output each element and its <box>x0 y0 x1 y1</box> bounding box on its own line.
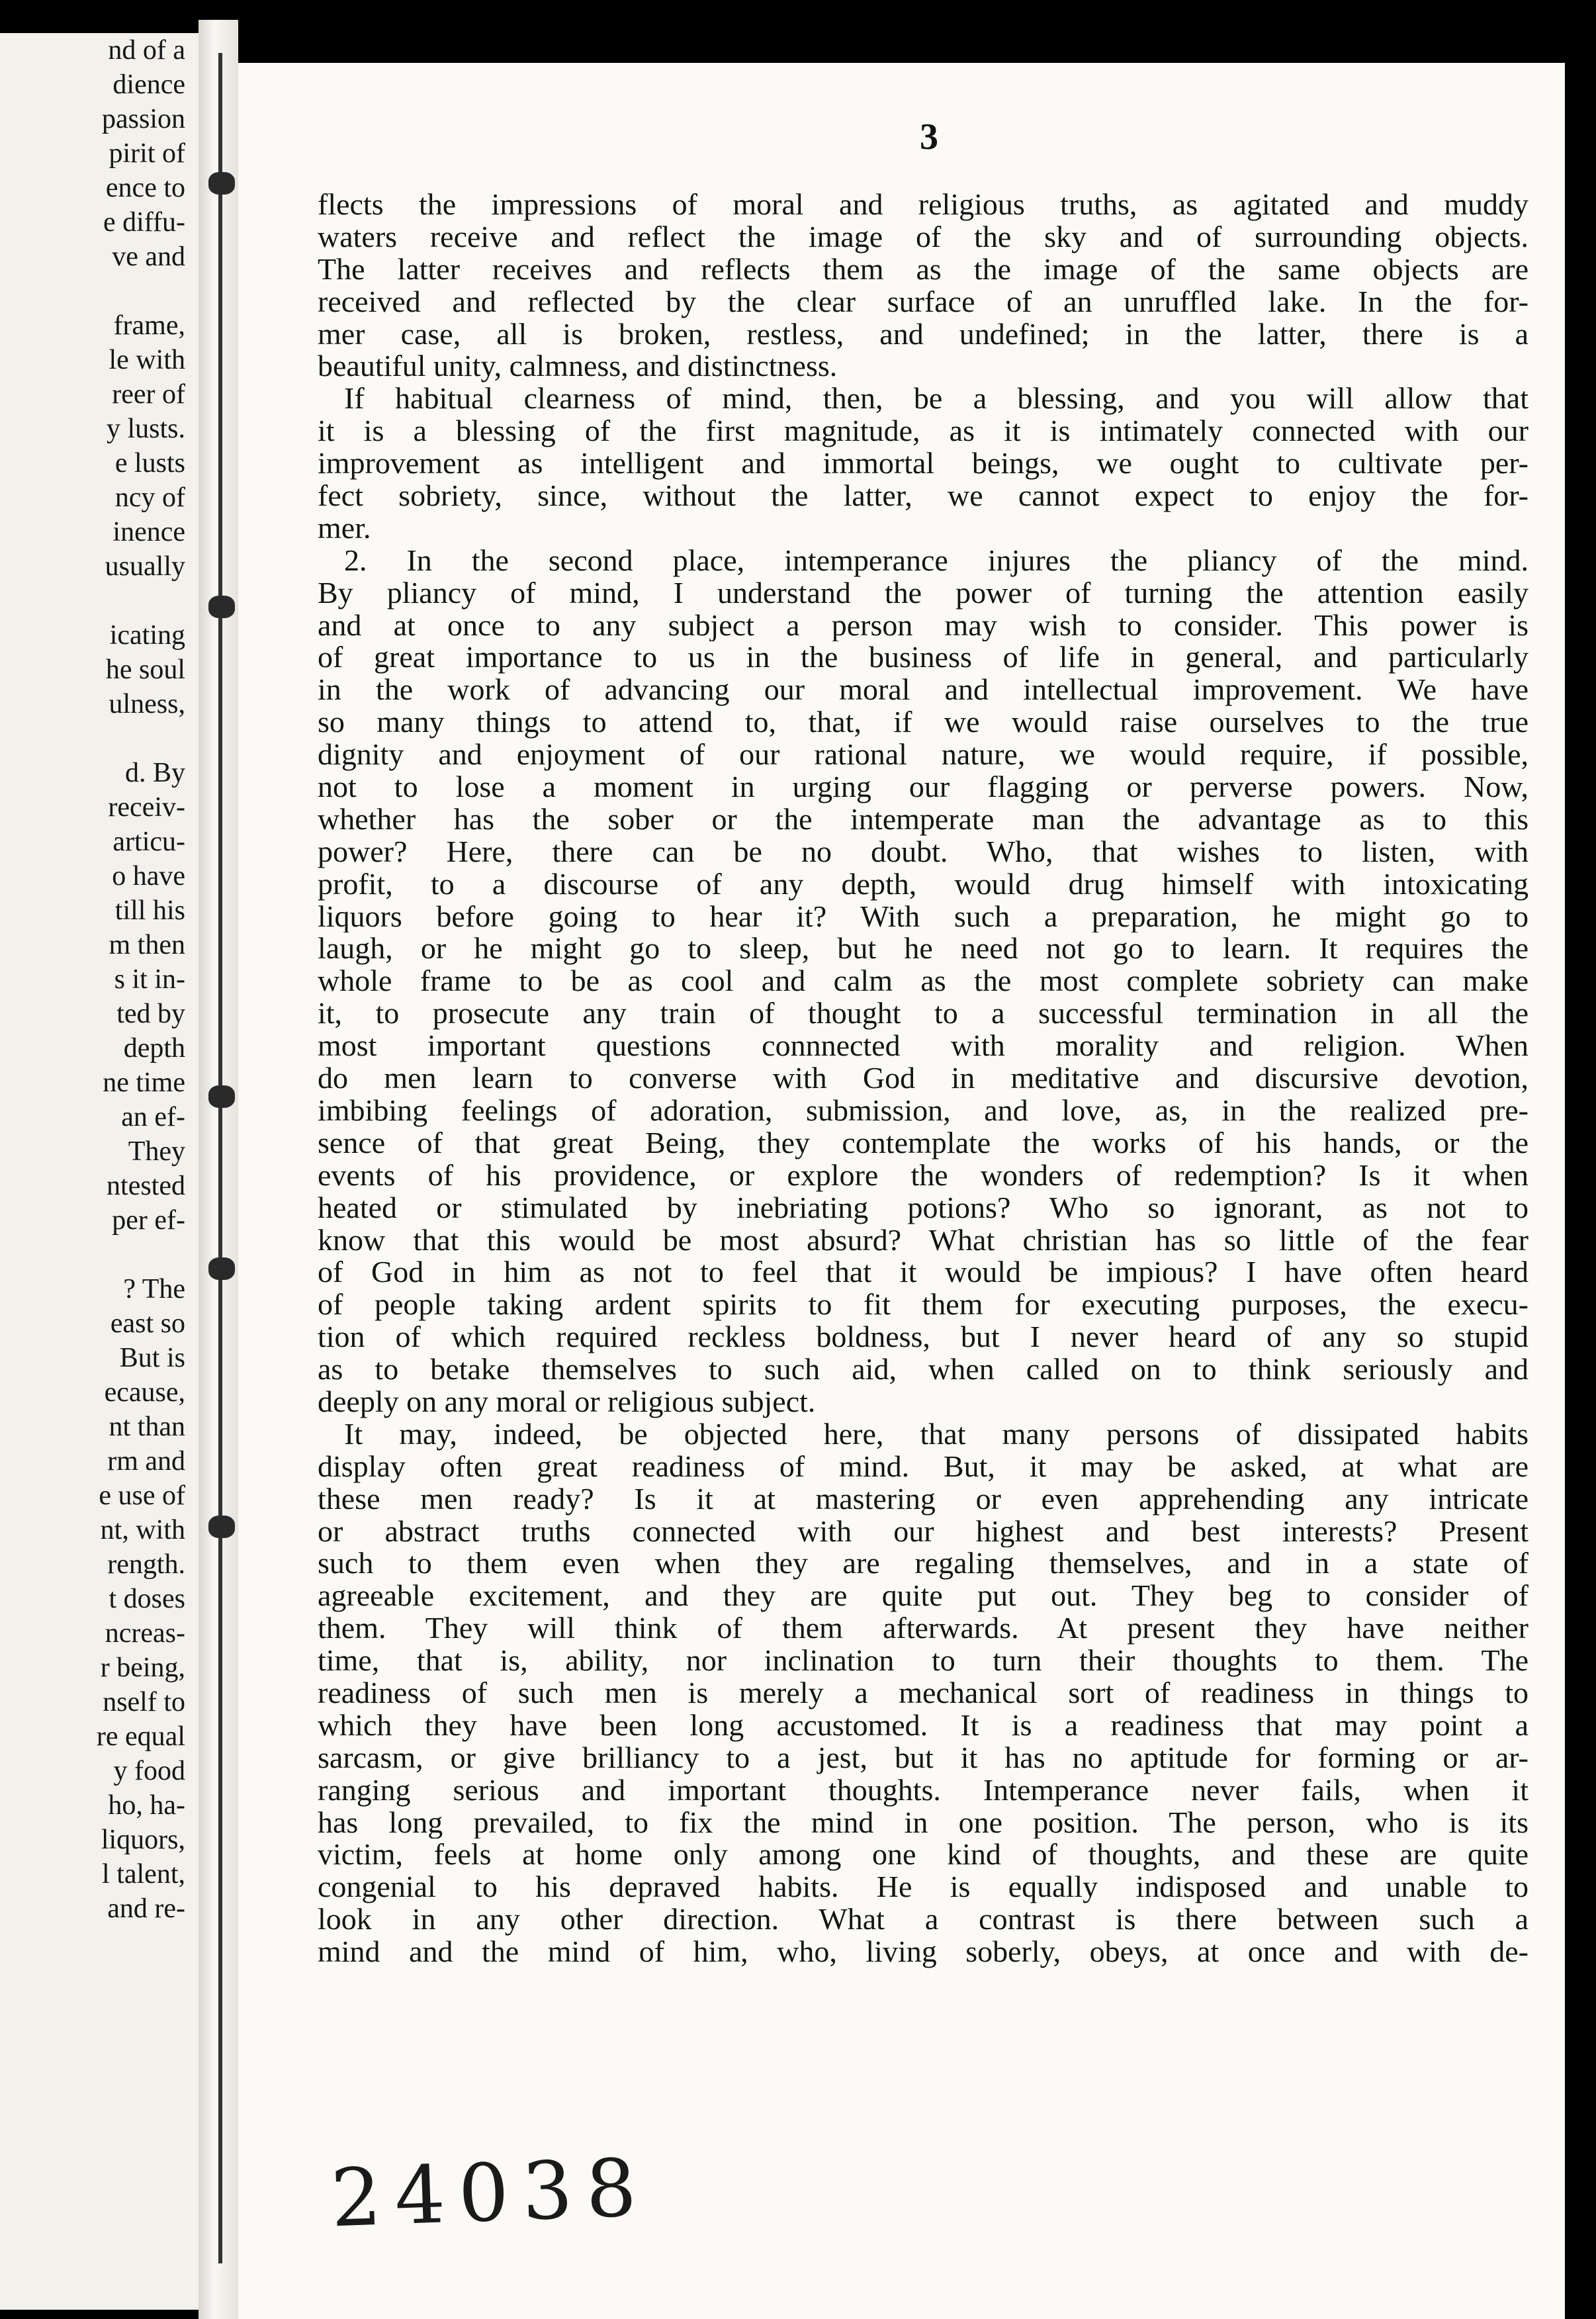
body-line: in the work of advancing our moral and intellectual improvement. We have <box>318 674 1529 707</box>
binding-stitch <box>208 596 235 618</box>
body-line: deeply on any moral or religious subject. <box>318 1385 816 1418</box>
left-page-line: an ef- <box>121 1102 185 1132</box>
binding-line <box>218 53 222 2263</box>
body-line: which they have been long accustomed. It is a readiness that may point a <box>318 1709 1529 1742</box>
body-line: display often great readiness of mind. But, it may be asked, at what are <box>318 1450 1529 1483</box>
body-line: liquors before going to hear it? With such a preparation, he might go to <box>318 900 1529 933</box>
left-page-line: liquors, <box>101 1825 185 1855</box>
body-line: received and reflected by the clear surface of an unruffled lake. In the for- <box>318 285 1529 318</box>
left-page-line: But is <box>119 1343 185 1373</box>
body-line: look in any other direction. What a contrast is there between such a <box>318 1903 1529 1936</box>
left-page-line: t doses <box>109 1584 185 1614</box>
left-page-line: le with <box>109 345 185 375</box>
binding-stitch <box>208 1516 235 1538</box>
left-page-line: e lusts <box>114 448 185 478</box>
body-line: mind and the mind of him, who, living soberly, obeys, at once and with de- <box>318 1936 1529 1968</box>
left-page-line <box>0 584 185 618</box>
body-line: mer case, all is broken, restless, and undefined; in the latter, there is a <box>318 318 1529 351</box>
left-page-line: d. By <box>124 758 185 788</box>
body-line: events of his providence, or explore the wonders of redemption? Is it when <box>318 1159 1529 1192</box>
left-page-line: ence to <box>105 173 185 203</box>
left-page-line: usually <box>105 551 185 582</box>
body-line: them. They will think of them afterwards. At present they have neither <box>318 1612 1529 1645</box>
left-page-line: ted by <box>116 999 185 1029</box>
body-line: laugh, or he might go to sleep, but he need not go to learn. It requires the <box>318 932 1529 966</box>
handwritten-number: 24038 <box>329 2142 652 2246</box>
body-line: congenial to his depraved habits. He is equally indisposed and unable to <box>318 1871 1529 1904</box>
body-line: heated or stimulated by inebriating potions? Who so ignorant, as not to <box>318 1191 1529 1224</box>
left-page-line: icating <box>109 620 185 651</box>
left-page-line: inence <box>112 517 185 547</box>
left-page-line: e diffu- <box>103 207 185 238</box>
body-line: The latter receives and reflects them as the image of the same objects are <box>318 253 1529 286</box>
left-page-line <box>0 274 185 308</box>
body-line: know that this would be most absurd? What christian has so little of the fear <box>318 1224 1529 1257</box>
body-line: improvement as intelligent and immortal beings, we ought to cultivate per- <box>318 447 1529 480</box>
left-page-line: receiv- <box>108 792 185 823</box>
left-page-line: rength. <box>107 1549 185 1580</box>
body-line: sarcasm, or give brilliancy to a jest, but it has no aptitude for forming or ar- <box>318 1741 1529 1774</box>
left-page-line: rm and <box>107 1446 185 1477</box>
left-page-line: pirit of <box>109 138 185 169</box>
left-page-line: ntested <box>107 1171 185 1201</box>
left-page-line <box>0 721 185 756</box>
left-page-line: re equal <box>96 1721 185 1752</box>
body-line: imbibing feelings of adoration, submission, and love, as, in the realized pre- <box>318 1094 1529 1127</box>
left-page-line <box>0 1238 185 1272</box>
page-number: 3 <box>920 116 938 158</box>
left-page-line: o have <box>112 861 185 891</box>
left-page-text-column <box>0 33 185 1926</box>
left-page-line: y food <box>113 1756 185 1786</box>
body-line: If habitual clearness of mind, then, be a blessing, and you will allow that <box>344 383 1529 416</box>
body-line: flects the impressions of moral and religious truths, as agitated and muddy <box>318 189 1529 221</box>
body-line: whole frame to be as cool and calm as the most complete sobriety can make <box>318 965 1529 998</box>
body-line: victim, feels at home only among one kind of thoughts, and these are quite <box>318 1839 1529 1872</box>
binding-stitch <box>208 1257 235 1280</box>
body-line: agreeable excitement, and they are quite put out. They beg to consider of <box>318 1580 1529 1613</box>
body-line: so many things to attend to, that, if we would raise ourselves to the true <box>318 706 1529 739</box>
body-line: By pliancy of mind, I understand the power of turning the attention easily <box>318 576 1529 610</box>
left-page-line: passion <box>102 104 185 134</box>
left-page-line: nd of a <box>108 35 185 66</box>
left-page-line: nt, with <box>100 1515 185 1545</box>
body-line: power? Here, there can be no doubt. Who, that wishes to listen, with <box>318 835 1529 868</box>
body-line: It may, indeed, be objected here, that many persons of dissipated habits <box>344 1418 1529 1451</box>
main-page <box>238 63 1565 2319</box>
body-line: it is a blessing of the first magnitude, as it is intimately connected with our <box>318 415 1529 448</box>
body-line: sence of that great Being, they contemplate the works of his hands, or the <box>318 1126 1529 1160</box>
left-page-line: frame, <box>113 310 185 341</box>
body-line: ranging serious and important thoughts. Intemperance never fails, when it <box>318 1774 1529 1807</box>
left-page-line: r being, <box>100 1653 185 1683</box>
binding-stitch <box>208 1085 235 1108</box>
body-line: of great importance to us in the business of life in general, and particularly <box>318 641 1529 674</box>
left-page-line: They <box>128 1136 185 1167</box>
body-line: readiness of such men is merely a mechanical sort of readiness in things to <box>318 1676 1529 1709</box>
left-page-line: ncy of <box>114 482 185 513</box>
left-page-line: ecause, <box>104 1377 185 1408</box>
left-page-line: ve and <box>112 242 185 272</box>
left-page-line: ho, ha- <box>108 1790 185 1821</box>
body-line: has long prevailed, to fix the mind in one position. The person, who is its <box>318 1806 1529 1839</box>
body-line: whether has the sober or the intemperate man the advantage as to this <box>318 803 1529 836</box>
body-line: not to lose a moment in urging our flagging or perverse powers. Now, <box>318 771 1529 803</box>
left-page-line: y lusts. <box>106 414 185 444</box>
left-page-line: ne time <box>103 1068 185 1098</box>
body-line: such to them even when they are regaling themselves, and in a state of <box>318 1547 1529 1580</box>
body-text <box>318 189 1529 1968</box>
left-page-line: till his <box>114 895 185 926</box>
left-page-line: l talent, <box>102 1859 185 1889</box>
left-page-line: he soul <box>105 655 185 685</box>
left-page-line: dience <box>112 69 185 100</box>
body-line: as to betake themselves to such aid, when called on to think seriously and <box>318 1353 1529 1386</box>
body-line: dignity and enjoyment of our rational nature, we would require, if possible, <box>318 739 1529 772</box>
left-page-line: depth <box>123 1033 185 1064</box>
left-page-line: ? The <box>123 1274 185 1304</box>
left-page-fragment <box>0 33 199 2310</box>
left-page-line: nt than <box>109 1412 185 1442</box>
body-line: mer. <box>318 512 371 545</box>
body-line: or abstract truths connected with our highest and best interests? Present <box>318 1515 1529 1548</box>
left-page-line: e use of <box>99 1480 185 1511</box>
body-line: of God in him as not to feel that it would be impious? I have often heard <box>318 1256 1529 1289</box>
left-page-line: per ef- <box>112 1205 185 1236</box>
left-page-line: and re- <box>107 1893 185 1924</box>
left-page-line: ncreas- <box>105 1618 185 1649</box>
body-line: 2. In the second place, intemperance injures the pliancy of the mind. <box>344 544 1529 577</box>
body-line: profit, to a discourse of any depth, would drug himself with intoxicating <box>318 868 1529 901</box>
body-line: beautiful unity, calmness, and distinctness. <box>318 350 838 383</box>
body-line: tion of which required reckless boldness, but I never heard of any so stupid <box>318 1321 1529 1354</box>
left-page-line: m then <box>109 930 185 960</box>
body-line: fect sobriety, since, without the latter, we cannot expect to enjoy the for- <box>318 480 1529 512</box>
body-line: time, that is, ability, nor inclination to turn their thoughts to them. The <box>318 1645 1529 1677</box>
left-page-line: east so <box>110 1308 185 1339</box>
body-line: waters receive and reflect the image of the sky and of surrounding objects. <box>318 220 1529 253</box>
left-page-line: s it in- <box>114 964 185 995</box>
left-page-line: articu- <box>112 827 185 857</box>
binding-stitch <box>208 172 235 195</box>
left-page-line: reer of <box>112 379 185 410</box>
left-page-line: nself to <box>103 1687 185 1717</box>
left-page-line: ulness, <box>109 689 185 719</box>
body-line: most important questions connnected with morality and religion. When <box>318 1030 1529 1063</box>
body-line: of people taking ardent spirits to fit them for executing purposes, the execu- <box>318 1289 1529 1322</box>
body-line: these men ready? Is it at mastering or even apprehending any intricate <box>318 1482 1529 1516</box>
body-line: do men learn to converse with God in meditative and discursive devotion, <box>318 1062 1529 1095</box>
body-line: it, to prosecute any train of thought to a successful termination in all the <box>318 997 1529 1030</box>
body-line: and at once to any subject a person may wish to consider. This power is <box>318 609 1529 642</box>
